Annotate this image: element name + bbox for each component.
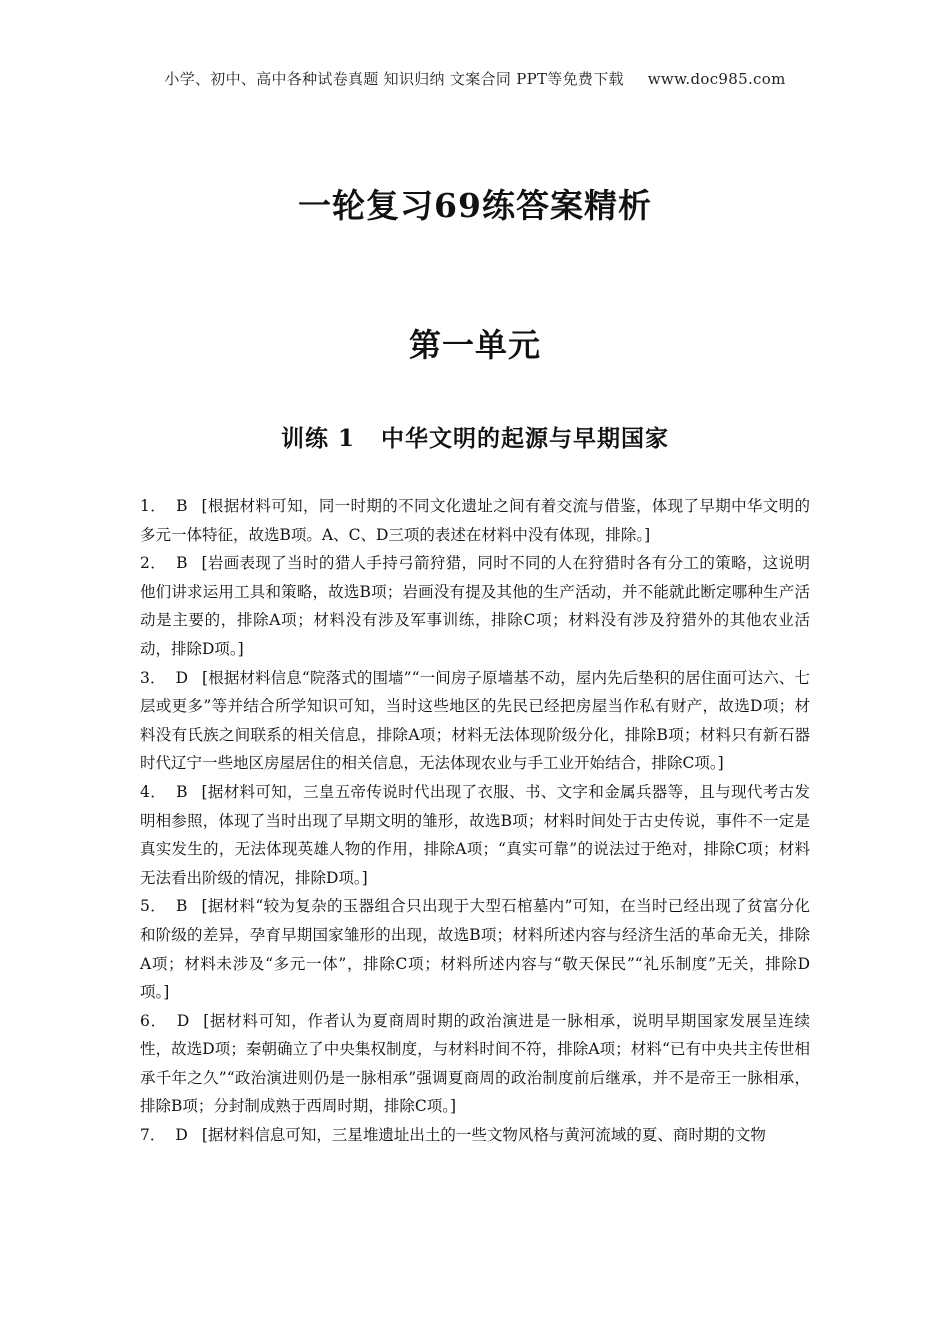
- answer-number: 7．: [140, 1126, 166, 1145]
- answer-explanation: [岩画表现了当时的猎人手持弓箭狩猎，同时不同的人在狩猎时各有分工的策略，这说明他们讲求运用工具和策略，故选B项；岩画没有提及其他的生产活动，并不能就此断定哪种生产活动是主要的，排除A项；材料没有涉及军事训练，排除C项；材料没有涉及狩猎外的其他农业活动，排除D项。]: [140, 554, 810, 658]
- answer-number: 2．: [140, 554, 167, 573]
- answer-list: [140, 492, 810, 1150]
- unit-title: 第一单元: [408, 326, 541, 364]
- answer-item: [140, 778, 810, 892]
- section-title: [0, 420, 950, 453]
- answer-item: [140, 892, 810, 1006]
- answer-choice: B: [176, 782, 188, 801]
- answer-item: [140, 1121, 810, 1150]
- header-text: 小学、初中、高中各种试卷真题 知识归纳 文案合同 PPT等免费下载: [164, 70, 624, 88]
- answer-choice: D: [175, 1126, 188, 1145]
- answer-choice: D: [175, 668, 189, 687]
- answer-explanation: [据材料“较为复杂的玉器组合只出现于大型石棺墓内”可知，在当时已经出现了贫富分化和阶级的差异，孕育早期国家雏形的出现，故选B项；材料所述内容与经济生活的革命无关，排除A项；材料未涉及“多元一体”，排除C项；材料所述内容与“敬天保民”“礼乐制度”无关，排除D项。]: [140, 897, 810, 1002]
- answer-number: 5．: [140, 897, 167, 916]
- answer-number: 6．: [140, 1011, 167, 1030]
- answer-explanation: [据材料可知，作者认为夏商周时期的政治演进是一脉相承，说明早期国家发展呈连续性，故选D项；秦朝确立了中央集权制度，与材料时间不符，排除A项；材料“已有中央共主传世相承千年之久”“政治演进则仍是一脉相承”强调夏商周的政治制度前后继承，并不是帝王一脉相承，排除B项；分封制成熟于西周时期，排除C项。]: [140, 1011, 810, 1116]
- answer-explanation: [据材料信息可知，三星堆遗址出土的一些文物风格与黄河流域的夏、商时期的文物: [201, 1126, 766, 1145]
- answer-item: [140, 1007, 810, 1121]
- header-site-link[interactable]: www.doc985.com: [647, 70, 786, 88]
- section-name: 中华文明的起源与早期国家: [381, 425, 669, 452]
- answer-item: [140, 664, 810, 778]
- answer-choice: B: [176, 497, 188, 515]
- answer-choice: D: [176, 1011, 190, 1030]
- answer-number: 3．: [140, 668, 166, 687]
- answer-number: 1．: [140, 497, 167, 515]
- answer-item: [140, 549, 810, 663]
- answer-number: 4．: [140, 782, 167, 801]
- section-number: 训练 1: [280, 425, 355, 452]
- answer-explanation: [根据材料信息“院落式的围墙”“一间房子原墙基不动，屋内先后垫积的居住面可达六、七层或更多”等并结合所学知识可知，当时这些地区的先民已经把房屋当作私有财产，故选D项；材料没有氏族之间联系的相关信息，排除A项；材料无法体现阶级分化，排除B项；材料只有新石器时代辽宁一些地区房屋居住的相关信息，无法体现农业与手工业开始结合，排除C项。]: [140, 668, 810, 773]
- page-header: [0, 68, 950, 89]
- document-title: 一轮复习69练答案精析: [298, 186, 652, 225]
- answer-explanation: [根据材料可知，同一时期的不同文化遗址之间有着交流与借鉴，体现了早期中华文明的多元一体特征，故选B项。A、C、D三项的表述在材料中没有体现，排除。]: [140, 497, 810, 544]
- answer-item: [140, 492, 810, 549]
- answer-choice: B: [176, 897, 188, 916]
- answer-choice: B: [176, 554, 188, 573]
- answer-explanation: [据材料可知，三皇五帝传说时代出现了衣服、书、文字和金属兵器等，且与现代考古发明相参照，体现了当时出现了早期文明的雏形，故选B项；材料时间处于古史传说，事件不一定是真实发生的，无法体现英雄人物的作用，排除A项；“真实可靠”的说法过于绝对，排除C项；材料无法看出阶级的情况，排除D项。]: [140, 782, 810, 887]
